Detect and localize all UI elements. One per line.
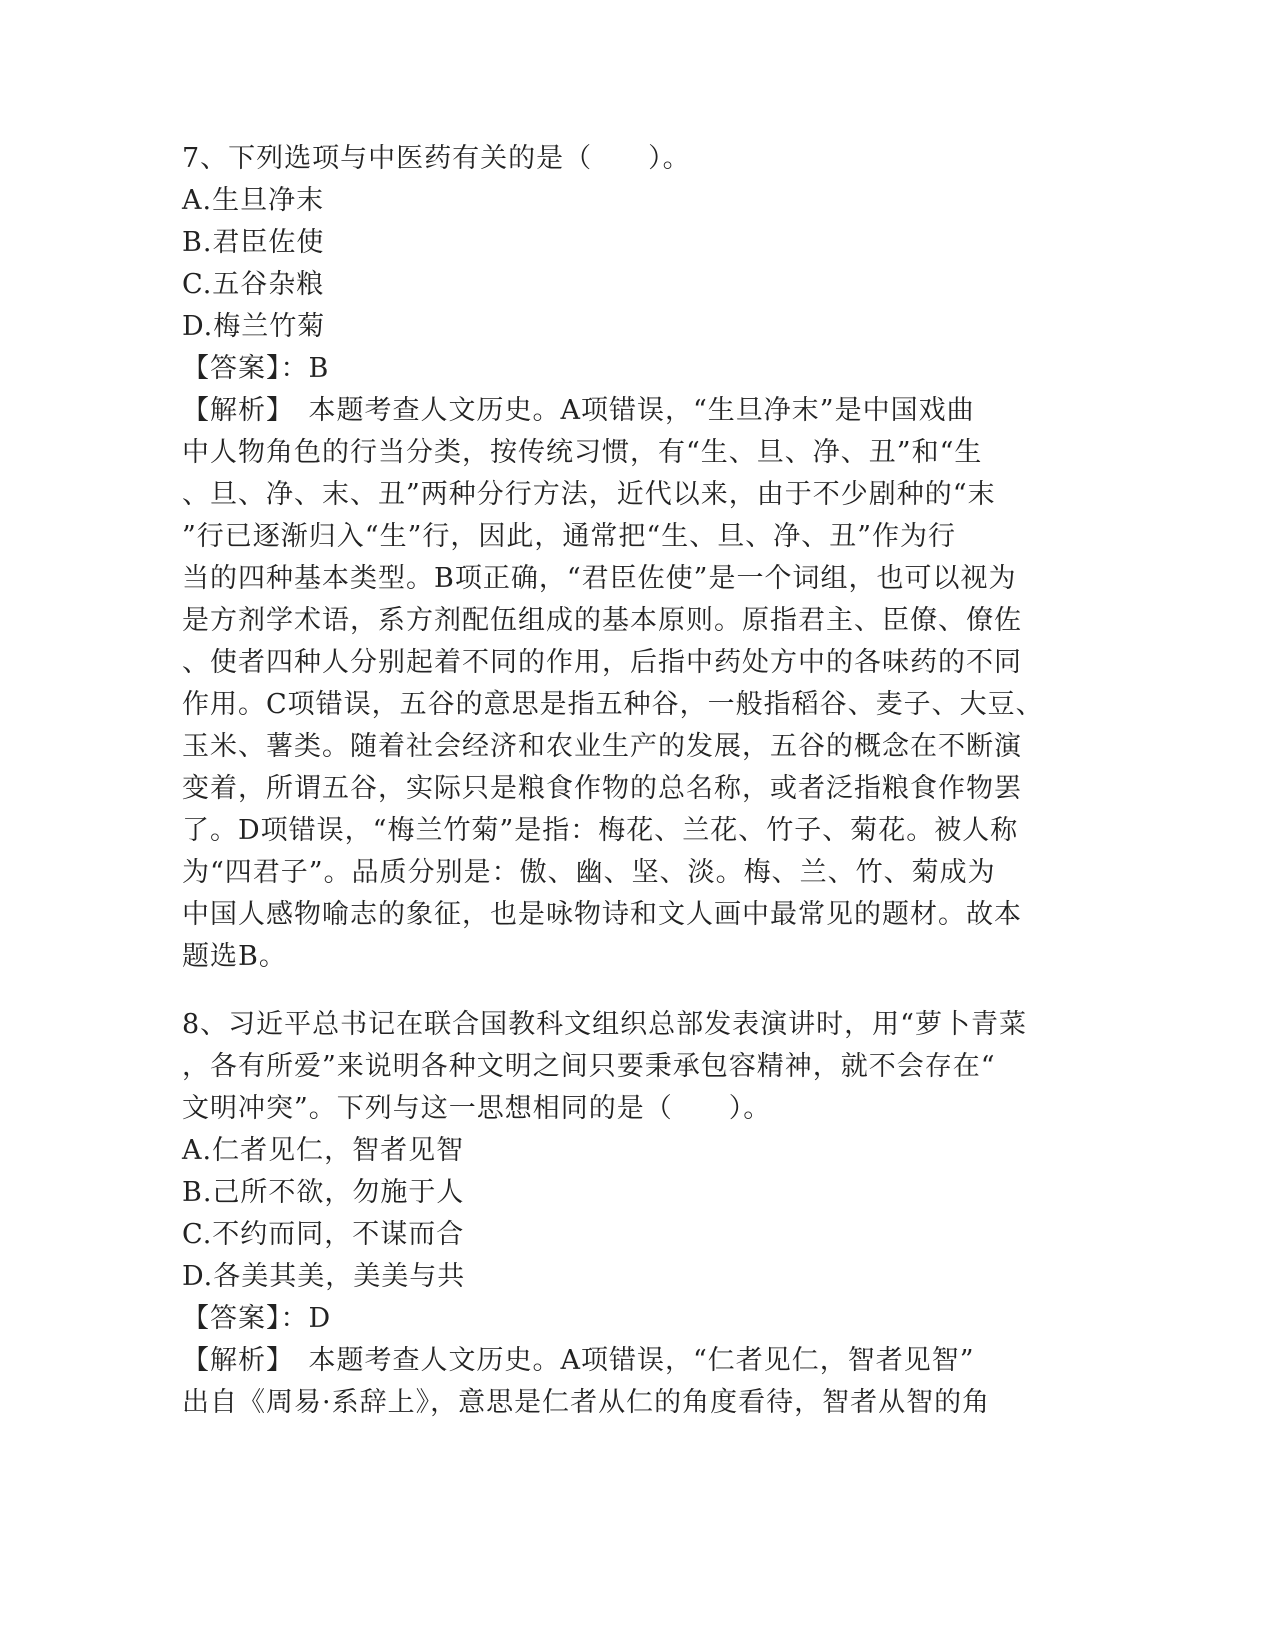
question-8-stem-line: ，各有所爱”来说明各种文明之间只要秉承包容精神，就不会存在“ — [182, 1051, 996, 1082]
question-8-option-a: A.仁者见仁，智者见智 — [182, 1135, 465, 1166]
question-7-explanation-line: 中国人感物喻志的象征，也是咏物诗和文人画中最常见的题材。故本 — [182, 899, 1022, 930]
question-7-explanation-line: 【解析】 本题考查人文历史。A项错误，“生旦净末”是中国戏曲 — [182, 395, 975, 426]
question-8-answer: 【答案】：D — [182, 1303, 332, 1334]
question-7-explanation-line: 为“四君子”。品质分别是：傲、幽、坚、淡。梅、兰、竹、菊成为 — [182, 857, 996, 888]
question-7-explanation-line: 、使者四种人分别起着不同的作用，后指中药处方中的各味药的不同 — [182, 647, 1022, 678]
question-spacer — [182, 978, 1062, 1004]
question-7-explanation-line: ”行已逐渐归入“生”行，因此，通常把“生、旦、净、丑”作为行 — [182, 521, 957, 552]
question-7-stem: 7、下列选项与中医药有关的是（ ）。 — [182, 143, 691, 174]
question-8-option-b: B.己所不欲，勿施于人 — [182, 1177, 465, 1208]
question-7-explanation-line: 当的四种基本类型。B项正确，“君臣佐使”是一个词组，也可以视为 — [182, 563, 1017, 594]
question-7-explanation-line: 变着，所谓五谷，实际只是粮食作物的总名称，或者泛指粮食作物罢 — [182, 773, 1022, 804]
question-7-explanation-line: 中人物角色的行当分类，按传统习惯，有“生、旦、净、丑”和“生 — [182, 437, 983, 468]
question-7-option-d: D.梅兰竹菊 — [182, 311, 326, 342]
question-8-explanation-line: 出自《周易·系辞上》，意思是仁者从仁的角度看待，智者从智的角 — [182, 1387, 991, 1418]
question-7-option-a: A.生旦净末 — [182, 185, 325, 216]
question-7-explanation-line: 玉米、薯类。随着社会经济和农业生产的发展，五谷的概念在不断演 — [182, 731, 1022, 762]
question-7-option-c: C.五谷杂粮 — [182, 269, 325, 300]
question-7-explanation-line: 是方剂学术语，系方剂配伍组成的基本原则。原指君主、臣僚、僚佐 — [182, 605, 1022, 636]
question-8-option-d: D.各美其美，美美与共 — [182, 1261, 466, 1292]
document-page — [182, 138, 1062, 1424]
question-7-explanation-line: 题选B。 — [182, 941, 287, 972]
question-7-explanation-line: 了。D项错误，“梅兰竹菊”是指：梅花、兰花、竹子、菊花。被人称 — [182, 815, 1019, 846]
question-7-answer: 【答案】：B — [182, 353, 330, 384]
question-8 — [182, 1004, 1062, 1424]
question-7-explanation-line: 作用。C项错误，五谷的意思是指五种谷，一般指稻谷、麦子、大豆、 — [182, 689, 1044, 720]
question-7-explanation-line: 、旦、净、末、丑”两种分行方法，近代以来，由于不少剧种的“末 — [182, 479, 996, 510]
question-8-stem-line: 8、习近平总书记在联合国教科文组织总部发表演讲时，用“萝卜青菜 — [182, 1009, 1027, 1040]
question-8-explanation-line: 【解析】 本题考查人文历史。A项错误，“仁者见仁，智者见智” — [182, 1345, 975, 1376]
question-8-option-c: C.不约而同，不谋而合 — [182, 1219, 465, 1250]
question-8-stem-line: 文明冲突”。下列与这一思想相同的是（ ）。 — [182, 1093, 772, 1124]
question-7 — [182, 138, 1062, 978]
question-7-option-b: B.君臣佐使 — [182, 227, 325, 258]
